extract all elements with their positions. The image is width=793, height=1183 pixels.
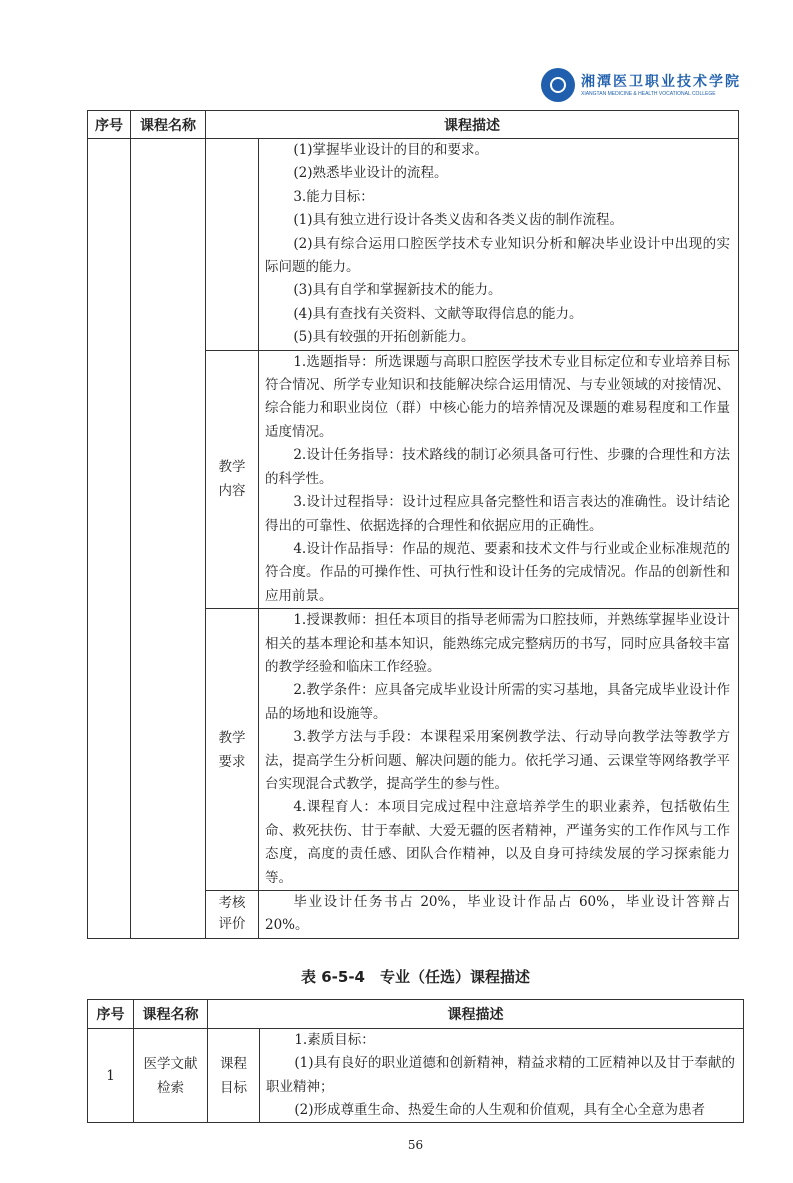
paragraph: (3)具有自学和掌握新技术的能力。: [293, 282, 502, 299]
paragraph: 1.选题指导：所选课题与高职口腔医学技术专业目标定位和专业培养目标符合情况、所学专业知识和技能解决综合运用情况、与专业领域的对接情况、综合能力和职业岗位（群）中核心能力的培养情况及课题的难易程度和工作量适度情况。: [265, 353, 730, 440]
table-row: [88, 1028, 744, 1123]
paragraph: (1)掌握毕业设计的目的和要求。: [293, 142, 488, 158]
header-index: 序号: [88, 999, 134, 1028]
paragraph: 3.教学方法与手段：本课程采用案例教学法、行动导向教学法等教学方法，提高学生分析问题、解决问题的能力。依托学习通、云课堂等网络教学平台实现混合式教学，提高学生的参与性。: [265, 729, 730, 792]
table-row: [88, 139, 739, 351]
index-cell: 1: [88, 1028, 134, 1123]
paragraph: 1.素质目标：: [294, 1031, 375, 1048]
paragraph: (4)具有查找有关资料、文献等取得信息的能力。: [293, 305, 583, 322]
table-header-row: [88, 111, 739, 139]
paragraph: (2)形成尊重生命、热爱生命的人生观和价值观，具有全心全意为患者: [294, 1102, 705, 1119]
course-description-table-continued: [87, 110, 739, 939]
college-logo: [541, 67, 744, 103]
paragraph: 3.能力目标：: [293, 188, 374, 205]
teaching-requirements-cell: [259, 609, 739, 891]
header-course-description: 课程描述: [206, 111, 739, 139]
paragraph: 2.教学条件：应具备完成毕业设计所需的实习基地，具备完成毕业设计作品的场地和设施等。: [265, 682, 730, 722]
paragraph: (5)具有较强的开拓创新能力。: [293, 329, 475, 346]
paragraph: 2.设计任务指导：技术路线的制订必须具备可行性、步骤的合理性和方法的科学性。: [265, 447, 730, 487]
index-cell: [88, 139, 131, 939]
row-label-teaching-content: 教学内容: [206, 350, 259, 608]
row-label: [206, 139, 259, 351]
goals-cell: [259, 139, 739, 351]
logo-english-name: XIANGTAN MEDICINE & HEALTH VOCATIONAL COLLEGE: [581, 90, 716, 97]
header-course-name: 课程名称: [134, 999, 208, 1028]
course-name-cell: [131, 139, 206, 939]
row-label-teaching-requirements: 教学要求: [206, 609, 259, 891]
paragraph: (1)具有独立进行设计各类义齿和各类义齿的制作流程。: [293, 212, 623, 229]
elective-course-description-table: [87, 999, 744, 1124]
paragraph: 4.设计作品指导：作品的规范、要素和技术文件与行业或企业标准规范的符合度。作品的可操作性、可执行性和设计任务的完成情况。作品的创新性和应用前景。: [265, 540, 730, 604]
header-course-description: 课程描述: [208, 999, 744, 1028]
table-header-row: [88, 999, 744, 1028]
row-label-course-goals: 课程目标: [208, 1028, 260, 1123]
course-name-cell: 医学文献检索: [134, 1028, 208, 1123]
paragraph: (1)具有良好的职业道德和创新精神，精益求精的工匠精神以及甘于奉献的职业精神；: [266, 1055, 735, 1095]
row-label-assessment: 考核评价: [206, 891, 259, 939]
college-emblem-icon: [541, 68, 575, 102]
paragraph: (2)熟悉毕业设计的流程。: [293, 165, 448, 182]
paragraph: 毕业设计任务书占 20%，毕业设计作品占 60%，毕业设计答辩占 20%。: [265, 894, 730, 934]
page-number: 56: [407, 1138, 424, 1153]
header-course-name: 课程名称: [131, 111, 206, 139]
table-caption: 表 6-5-4 专业（任选）课程描述: [301, 967, 530, 986]
teaching-content-cell: [259, 350, 739, 608]
course-goals-cell: [260, 1028, 744, 1123]
header-index: 序号: [88, 111, 131, 139]
paragraph: 3.设计过程指导：设计过程应具备完整性和语言表达的准确性。设计结论得出的可靠性、依据选择的合理性和依据应用的正确性。: [265, 494, 730, 534]
logo-chinese-name: 湘潭医卫职业技术学院: [581, 73, 741, 90]
paragraph: 1.授课教师：担任本项目的指导老师需为口腔技师，并熟练掌握毕业设计相关的基本理论和基本知识，能熟练完成完整病历的书写，同时应具备较丰富的教学经验和临床工作经验。: [265, 612, 730, 675]
paragraph: 4.课程育人：本项目完成过程中注意培养学生的职业素养，包括敬佑生命、救死扶伤、甘于奉献、大爱无疆的医者精神，严谨务实的工作作风与工作态度，高度的责任感、团队合作精神，以及自身可持续发展的学习探索能力等。: [265, 799, 730, 886]
assessment-cell: [259, 891, 739, 939]
paragraph: (2)具有综合运用口腔医学技术专业知识分析和解决毕业设计中出现的实际问题的能力。: [265, 235, 730, 276]
